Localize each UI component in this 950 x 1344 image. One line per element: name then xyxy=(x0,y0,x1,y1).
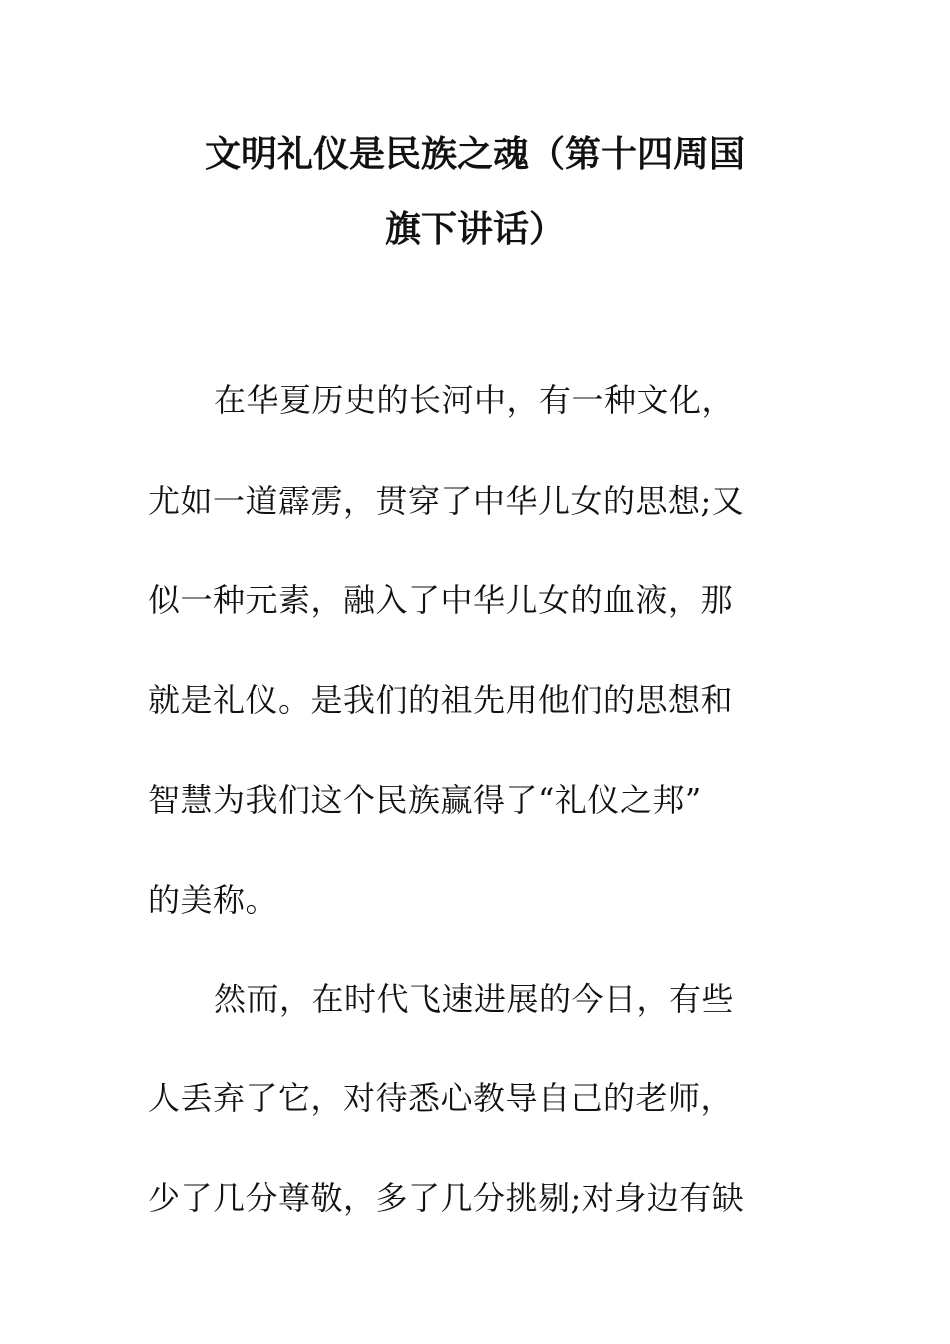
document-title-line-2: 旗下讲话） xyxy=(384,209,565,250)
paragraph-1-line-6: 的美称。 xyxy=(148,881,279,919)
document-title-line-1: 文明礼仪是民族之魂（第十四周国 xyxy=(204,134,745,175)
paragraph-1-line-5: 智慧为我们这个民族赢得了“礼仪之邦” xyxy=(148,781,702,819)
paragraph-2-line-2: 人丢弃了它，对待悉心教导自己的老师， xyxy=(148,1079,734,1117)
paragraph-1-line-2: 尤如一道霹雳，贯穿了中华儿女的思想;又 xyxy=(148,482,745,520)
paragraph-2-line-1: 然而，在时代飞速进展的今日，有些 xyxy=(214,980,735,1018)
paragraph-1-line-4: 就是礼仪。是我们的祖先用他们的思想和 xyxy=(148,681,734,719)
paragraph-1-line-3: 似一种元素，融入了中华儿女的血液，那 xyxy=(148,581,734,619)
paragraph-1-line-1: 在华夏历史的长河中，有一种文化， xyxy=(214,381,735,419)
paragraph-2-line-3: 少了几分尊敬，多了几分挑剔;对身边有缺 xyxy=(148,1179,745,1217)
